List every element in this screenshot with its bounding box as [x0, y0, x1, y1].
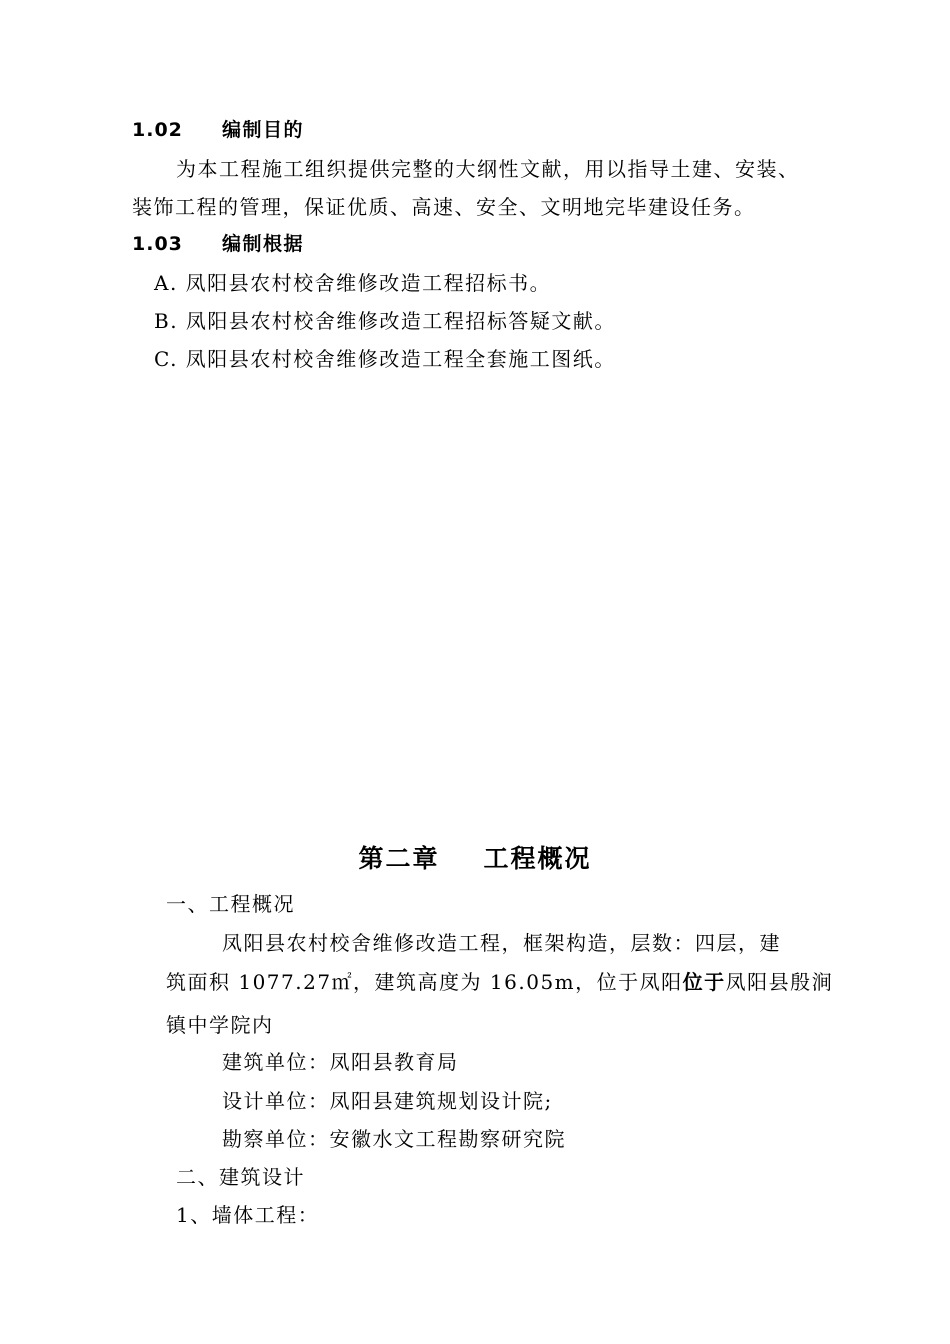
- arch-design-heading: 二、建筑设计: [176, 1165, 305, 1189]
- section-102-title: 编制目的: [222, 119, 305, 141]
- overview-desc-line2-part1: 筑面积 1077.27㎡，建筑高度为 16.05m，位于凤阳: [166, 970, 683, 994]
- section-103-item-a: A. 凤阳县农村校舍维修改造工程招标书。: [154, 271, 552, 295]
- section-102-number: 1.02: [132, 119, 183, 141]
- overview-desc-line2-part2: 凤阳县殷涧: [725, 970, 834, 994]
- section-102-para-line2: 装饰工程的管理，保证优质、高速、安全、文明地完毕建设任务。: [132, 195, 756, 219]
- overview-desc-line1: 凤阳县农村校舍维修改造工程，框架构造，层数：四层，建: [222, 931, 781, 955]
- overview-desc-line3: 镇中学院内: [166, 1013, 274, 1037]
- section-103-heading: [132, 230, 304, 258]
- chapter-title: [0, 842, 950, 876]
- section-103-title: 编制根据: [222, 233, 305, 255]
- chapter-name: 工程概况: [483, 844, 592, 873]
- overview-designer: 设计单位：凤阳县建筑规划设计院;: [222, 1089, 553, 1113]
- section-103-number: 1.03: [132, 233, 183, 255]
- overview-owner: 建筑单位：凤阳县教育局: [222, 1050, 459, 1074]
- section-102-heading: [132, 116, 304, 144]
- overview-surveyor: 勘察单位：安徽水文工程勘察研究院: [222, 1127, 566, 1151]
- chapter-label: 第二章: [358, 844, 440, 873]
- section-103-item-b: B. 凤阳县农村校舍维修改造工程招标答疑文献。: [154, 309, 616, 333]
- overview-desc-line2: [166, 968, 833, 996]
- arch-design-item1: 1、墙体工程：: [176, 1203, 320, 1227]
- overview-heading: 一、工程概况: [166, 892, 295, 916]
- overview-desc-line2-bold: 位于: [682, 970, 726, 994]
- section-102-para-line1: 为本工程施工组织提供完整的大纲性文献，用以指导土建、安装、: [176, 157, 800, 181]
- section-103-item-c: C. 凤阳县农村校舍维修改造工程全套施工图纸。: [154, 347, 616, 371]
